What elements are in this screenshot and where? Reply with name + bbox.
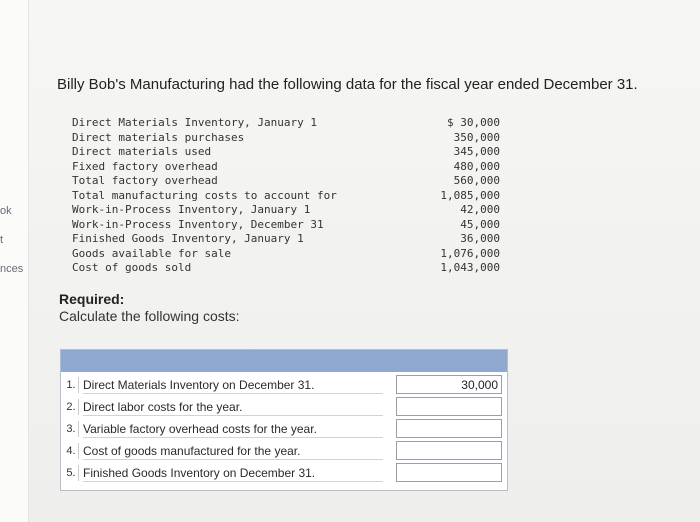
data-value: 1,085,000 bbox=[440, 188, 500, 202]
question-text: Direct labor costs for the year. bbox=[83, 399, 383, 416]
sidebar-fragment[interactable]: t bbox=[0, 234, 4, 246]
data-label: Total manufacturing costs to account for bbox=[72, 188, 337, 202]
question-number: 4. bbox=[64, 443, 79, 459]
question-text: Cost of goods manufactured for the year. bbox=[83, 443, 383, 460]
data-row bbox=[72, 232, 512, 247]
table-row bbox=[61, 462, 507, 484]
sidebar-fragment[interactable]: ok bbox=[0, 205, 12, 217]
data-row bbox=[72, 247, 512, 262]
data-label: Direct materials used bbox=[72, 145, 212, 158]
data-row bbox=[72, 160, 512, 175]
sidebar-edge bbox=[0, 0, 29, 522]
answer-input[interactable] bbox=[396, 375, 502, 394]
question-number: 5. bbox=[64, 465, 79, 481]
answer-input[interactable] bbox=[396, 441, 502, 460]
data-value: 345,000 bbox=[453, 145, 500, 158]
data-label: Work-in-Process Inventory, January 1 bbox=[72, 203, 311, 216]
sidebar-fragment[interactable]: nces bbox=[0, 263, 24, 275]
instruction-text: Calculate the following costs: bbox=[59, 308, 240, 324]
data-row bbox=[72, 261, 512, 276]
data-row bbox=[72, 174, 512, 189]
data-value: 36,000 bbox=[460, 232, 500, 245]
data-row bbox=[72, 131, 512, 146]
data-label: Finished Goods Inventory, January 1 bbox=[72, 232, 304, 245]
question-number: 3. bbox=[64, 421, 79, 437]
data-value: 45,000 bbox=[460, 217, 500, 231]
table-row bbox=[61, 418, 507, 440]
table-row bbox=[61, 374, 507, 396]
question-text: Direct Materials Inventory on December 31. bbox=[83, 377, 383, 394]
data-value: 350,000 bbox=[453, 130, 500, 144]
data-row bbox=[72, 203, 512, 218]
table-row bbox=[61, 440, 507, 462]
data-label: Work-in-Process Inventory, December 31 bbox=[72, 217, 324, 231]
question-text: Finished Goods Inventory on December 31. bbox=[83, 465, 383, 482]
answer-input[interactable] bbox=[396, 397, 502, 416]
question-text: Variable factory overhead costs for the year. bbox=[83, 421, 383, 438]
answer-table bbox=[60, 349, 508, 491]
data-row bbox=[72, 218, 512, 233]
data-row bbox=[72, 145, 512, 160]
data-value: 42,000 bbox=[460, 203, 500, 216]
required-heading: Required: bbox=[59, 291, 125, 307]
question-number: 2. bbox=[64, 399, 79, 415]
data-row bbox=[72, 116, 512, 131]
problem-title: Billy Bob's Manufacturing had the following data for the fiscal year ended December 31. bbox=[57, 76, 638, 93]
answer-input[interactable] bbox=[396, 463, 502, 482]
question-number: 1. bbox=[64, 377, 79, 393]
table-row bbox=[61, 396, 507, 418]
data-label: Cost of goods sold bbox=[72, 261, 192, 274]
data-label: Fixed factory overhead bbox=[72, 159, 218, 173]
data-value: 560,000 bbox=[453, 174, 500, 187]
table-header bbox=[61, 350, 507, 372]
data-row bbox=[72, 189, 512, 204]
data-label: Total factory overhead bbox=[72, 174, 218, 187]
answer-input[interactable] bbox=[396, 419, 502, 438]
data-list bbox=[72, 116, 512, 276]
data-label: Goods available for sale bbox=[72, 246, 231, 260]
data-label: Direct materials purchases bbox=[72, 130, 245, 144]
data-value: 1,076,000 bbox=[440, 246, 500, 260]
data-label: Direct Materials Inventory, January 1 bbox=[72, 116, 318, 129]
data-value: 480,000 bbox=[453, 159, 500, 173]
data-value: $ 30,000 bbox=[447, 116, 500, 129]
data-value: 1,043,000 bbox=[440, 261, 500, 274]
